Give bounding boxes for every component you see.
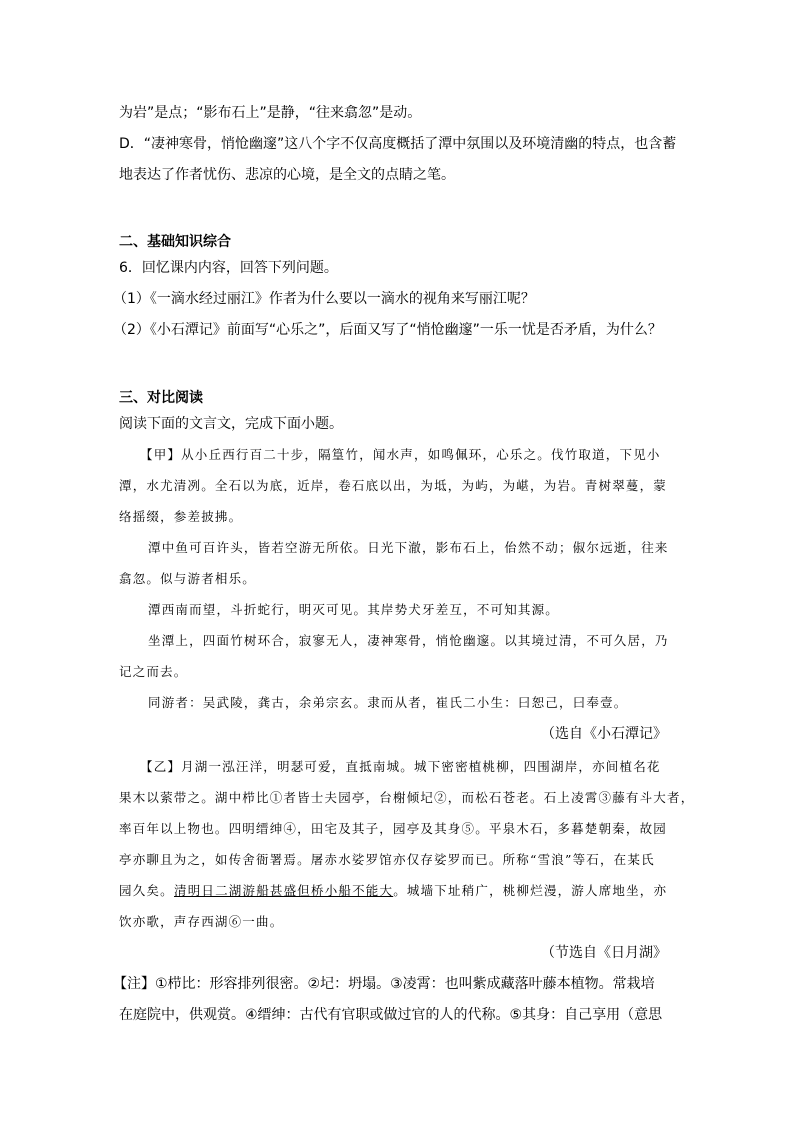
text-line: 为岩”是点；“影布石上”是静，“往来翕忽”是动。 bbox=[119, 105, 422, 121]
passage-jia-line: 【甲】从小丘西行百二十步，隔篁竹，闻水声，如鸣佩环，心乐之。伐竹取道，下见小 bbox=[140, 447, 661, 462]
text-line: 地表达了作者忧伤、悲凉的心境，是全文的点睛之笔。 bbox=[119, 167, 455, 183]
passage-yi-text: 。城墙下址稍广，桃柳烂漫，游人席地坐，亦 bbox=[393, 883, 668, 898]
passage-jia-line: 潭中鱼可百许头，皆若空游无所依。日光下澈，影布石上，佁然不动；俶尔远逝，往来 bbox=[148, 540, 669, 555]
passage-jia-line: 络摇缀，参差披拂。 bbox=[119, 509, 243, 524]
passage-yi-line bbox=[174, 881, 667, 901]
note-line: 【注】①栉比：形容排列很密。②圮：坍塌。③凌霄：也叫紫成藏落叶藤本植物。常栽培 bbox=[113, 976, 655, 992]
passage-jia-line: 翕忽。似与游者相乐。 bbox=[119, 571, 257, 586]
passage-yi-source: （节选自《日月湖》 bbox=[541, 945, 667, 961]
passage-yi-line: 亭亦聊且为之，如传舍衙署焉。屠赤水娑罗馆亦仅存娑罗而已。所称“雪浪”等石，在某氏 bbox=[119, 852, 655, 867]
passage-jia-source: （选自《小石潭记》 bbox=[541, 726, 667, 742]
passage-yi-line: 饮亦歌，声存西湖⑥一曲。 bbox=[119, 914, 284, 929]
passage-jia-line: 同游者：吴武陵，龚古，余弟宗玄。隶而从者，崔氏二小生：曰恕己，曰奉壹。 bbox=[148, 695, 628, 710]
passage-yi-line: 园久矣。 bbox=[119, 883, 174, 898]
passage-jia-line: 坐潭上，四面竹树环合，寂寥无人，凄神寒骨，悄怆幽邃。以其境过清，不可久居，乃 bbox=[148, 633, 669, 648]
section-heading: 二、基础知识综合 bbox=[119, 234, 231, 250]
question-6-1: （1）《一滴水经过丽江》作者为什么要以一滴水的视角来写丽江呢？ bbox=[113, 291, 535, 307]
passage-yi-line: 率百年以上物也。四明缙绅④，田宅及其子，园亭及其身⑤。平泉木石，多暮楚朝秦，故园 bbox=[119, 821, 668, 836]
passage-jia-line: 记之而去。 bbox=[119, 664, 188, 679]
passage-yi-line: 【乙】月湖一泓汪洋，明瑟可爱，直抵南城。城下密密植桃柳，四围湖岸，亦间植名花 bbox=[140, 759, 661, 774]
reading-intro: 阅读下面的文言文，完成下面小题。 bbox=[119, 416, 343, 432]
passage-jia-line: 潭，水尤清冽。全石以为底，近岸，卷石底以出，为坻，为屿，为嵁，为岩。青树翠蔓，蒙 bbox=[119, 478, 668, 493]
question-6: 6．回忆课内内容，回答下列问题。 bbox=[119, 260, 338, 276]
text-line: D．“凄神寒骨，悄怆幽邃”这八个字不仅高度概括了潭中氛围以及环境清幽的特点，也含蓄 bbox=[119, 136, 677, 152]
passage-jia-line: 潭西南而望，斗折蛇行，明灭可见。其岸势犬牙差互，不可知其源。 bbox=[148, 602, 560, 617]
underlined-sentence: 清明日二湖游船甚盛但桥小船不能大 bbox=[174, 883, 394, 898]
passage-yi-line: 果木以萦带之。湖中栉比①者皆士夫园亭，台榭倾圮②，而松石苍老。石上凌霄③藤有斗大者， bbox=[119, 790, 695, 805]
question-6-2: （2）《小石潭记》前面写“心乐之”，后面又写了“悄怆幽邃”一乐一忧是否矛盾，为什么？ bbox=[113, 322, 662, 338]
note-line: 在庭院中，供观赏。④缙绅：古代有官职或做过官的人的代称。⑤其身：自己享用（意思 bbox=[119, 1007, 663, 1023]
section-heading: 三、对比阅读 bbox=[119, 390, 203, 406]
